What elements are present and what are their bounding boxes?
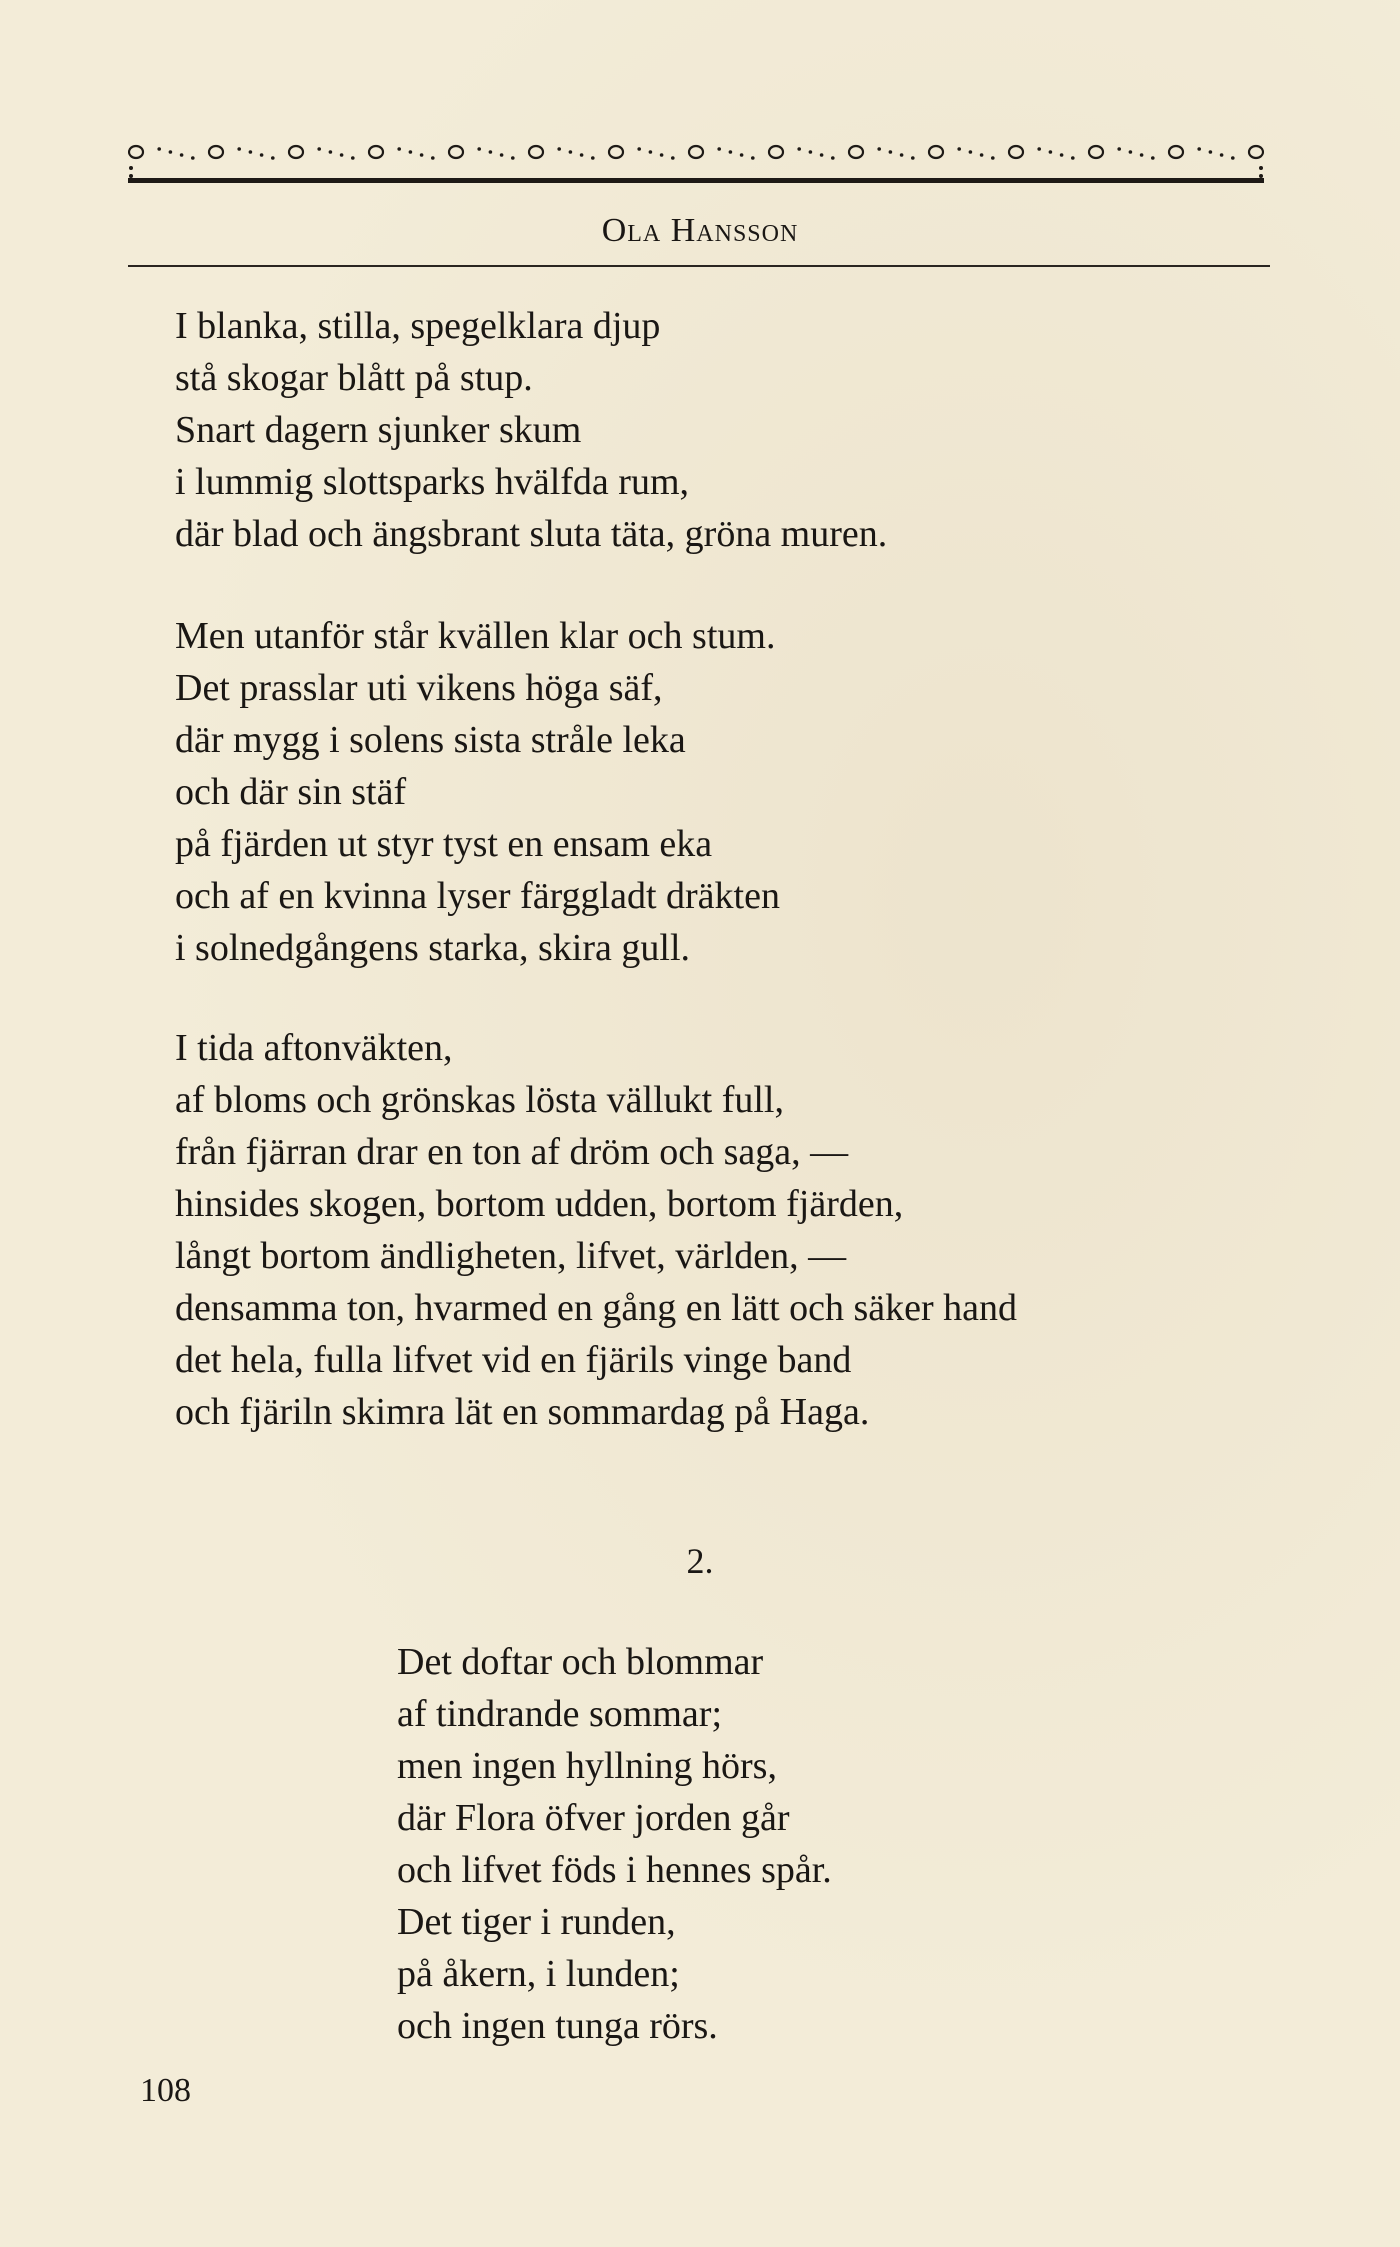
- ornament-dot: [511, 156, 515, 160]
- ornament-dot: [671, 156, 675, 160]
- poem-line: af tindrande sommar;: [397, 1693, 723, 1735]
- ornament-dot: [351, 156, 355, 160]
- ornament-dot: [237, 147, 241, 151]
- ornament-dot: [180, 153, 184, 157]
- ornament-dot: [569, 150, 573, 154]
- ornament-dot: [1117, 147, 1121, 151]
- ornament-dot: [340, 153, 344, 157]
- poem-line: Snart dagern sjunker skum: [175, 409, 582, 451]
- page-number: 108: [140, 2072, 191, 2109]
- ornament-dot: [1151, 156, 1155, 160]
- poem-line: hinsides skogen, bortom udden, bortom fjärden,: [175, 1183, 904, 1225]
- poem-line: stå skogar blått på stup.: [175, 357, 533, 399]
- ornament-dot: [477, 147, 481, 151]
- poem-line: på åkern, i lunden;: [397, 1953, 680, 1995]
- ornament-dot: [420, 153, 424, 157]
- ornament-dot: [649, 150, 653, 154]
- poem-line: det hela, fulla lifvet vid en fjärils vinge band: [175, 1339, 852, 1381]
- ornament-dot: [900, 153, 904, 157]
- poem-line: densamma ton, hvarmed en gång en lätt och säker hand: [175, 1287, 1018, 1329]
- ornament-ring: [129, 146, 143, 158]
- ornament-dot: [637, 147, 641, 151]
- ornament-dot: [557, 147, 561, 151]
- ornament-dot: [500, 153, 504, 157]
- ornament-dot: [911, 156, 915, 160]
- poem-line: och af en kvinna lyser färggladt dräkten: [175, 875, 780, 917]
- poem-line: och fjäriln skimra lät en sommardag på Haga.: [175, 1391, 870, 1433]
- ornament-ring: [529, 146, 543, 158]
- ornament-dot: [831, 156, 835, 160]
- ornament-dot: [1140, 153, 1144, 157]
- poem-line: och lifvet föds i hennes spår.: [397, 1849, 832, 1891]
- poem-line: från fjärran drar en ton af dröm och saga, —: [175, 1131, 849, 1173]
- ornament-dot: [889, 150, 893, 154]
- ornament-ring: [1169, 146, 1183, 158]
- ornament-dot: [991, 156, 995, 160]
- ornament-dot: [409, 150, 413, 154]
- ornament-ring: [769, 146, 783, 158]
- stanza-3: [175, 1022, 1017, 1438]
- header-rule: [128, 265, 1270, 267]
- ornament-dot: [1231, 156, 1235, 160]
- ornament-dot: [1129, 150, 1133, 154]
- ornament-ring: [289, 146, 303, 158]
- stanza-2: [175, 610, 780, 974]
- ornament-dot: [717, 147, 721, 151]
- ornament-ring: [689, 146, 703, 158]
- ornament-dot: [580, 153, 584, 157]
- ornament-dot: [489, 150, 493, 154]
- ornament-dot: [809, 150, 813, 154]
- poem-line: i solnedgångens starka, skira gull.: [175, 927, 691, 969]
- ornament-dot: [169, 150, 173, 154]
- stanza-1: [175, 300, 887, 560]
- ornament-dot: [157, 147, 161, 151]
- poem-line: långt bortom ändligheten, lifvet, världen, —: [175, 1235, 847, 1277]
- ornament-dot: [1197, 147, 1201, 151]
- poem-line: och ingen tunga rörs.: [397, 2005, 718, 2047]
- ornament-dot: [740, 153, 744, 157]
- poem-line: I blanka, stilla, spegelklara djup: [175, 305, 661, 347]
- ornament-corner-dot: [129, 166, 133, 170]
- ornament-dot: [1060, 153, 1064, 157]
- ornament-dot: [1049, 150, 1053, 154]
- running-head-author: Ola Hansson: [601, 212, 799, 249]
- ornament-ring: [849, 146, 863, 158]
- poem-line: och där sin stäf: [175, 771, 407, 813]
- poem-line: där mygg i solens sista stråle leka: [175, 719, 686, 761]
- ornament-dot: [660, 153, 664, 157]
- ornament-ring: [1249, 146, 1263, 158]
- ornament-dot: [260, 153, 264, 157]
- ornament-ring: [1089, 146, 1103, 158]
- ornament-dot: [329, 150, 333, 154]
- ornament-dot: [1220, 153, 1224, 157]
- poem-line: där blad och ängsbrant sluta täta, gröna muren.: [175, 513, 888, 555]
- decorative-ornament-border: [128, 132, 1264, 196]
- ornament-corner-dot: [1259, 166, 1263, 170]
- ornament-dot: [317, 147, 321, 151]
- ornament-dot: [729, 150, 733, 154]
- ornament-dot: [1071, 156, 1075, 160]
- poem-line: af bloms och grönskas lösta vällukt full,: [175, 1079, 784, 1121]
- poem-line: I tida aftonväkten,: [175, 1027, 453, 1069]
- ornament-dot: [980, 153, 984, 157]
- ornament-corner-dot: [1259, 174, 1263, 178]
- ornament-dot: [797, 147, 801, 151]
- ornament-dot: [591, 156, 595, 160]
- ornament-ring: [209, 146, 223, 158]
- poem-line: men ingen hyllning hörs,: [397, 1745, 777, 1787]
- ornament-ring: [1009, 146, 1023, 158]
- ornament-dot: [397, 147, 401, 151]
- ornament-dot: [1037, 147, 1041, 151]
- ornament-ring: [369, 146, 383, 158]
- poem-line: Det tiger i runden,: [397, 1901, 676, 1943]
- poem-line: på fjärden ut styr tyst en ensam eka: [175, 823, 713, 865]
- ornament-ring: [449, 146, 463, 158]
- ornament-dot: [820, 153, 824, 157]
- poem-line: där Flora öfver jorden går: [397, 1797, 790, 1839]
- ornament-dot: [431, 156, 435, 160]
- ornament-dot: [191, 156, 195, 160]
- ornament-corner-dot: [129, 174, 133, 178]
- ornament-dot: [957, 147, 961, 151]
- section-number: 2.: [686, 1541, 714, 1581]
- ornament-dot: [969, 150, 973, 154]
- poem-line: i lummig slottsparks hvälfda rum,: [175, 461, 690, 503]
- ornament-dot: [249, 150, 253, 154]
- ornament-dot: [877, 147, 881, 151]
- poem-line: Det prasslar uti vikens höga säf,: [175, 667, 663, 709]
- ornament-ring: [929, 146, 943, 158]
- ornament-dot: [1209, 150, 1213, 154]
- ornament-dot: [271, 156, 275, 160]
- poem-line: Det doftar och blommar: [397, 1641, 764, 1683]
- stanza-4: [397, 1636, 832, 2052]
- ornament-ring: [609, 146, 623, 158]
- poem-line: Men utanför står kvällen klar och stum.: [175, 615, 776, 657]
- ornament-dot: [751, 156, 755, 160]
